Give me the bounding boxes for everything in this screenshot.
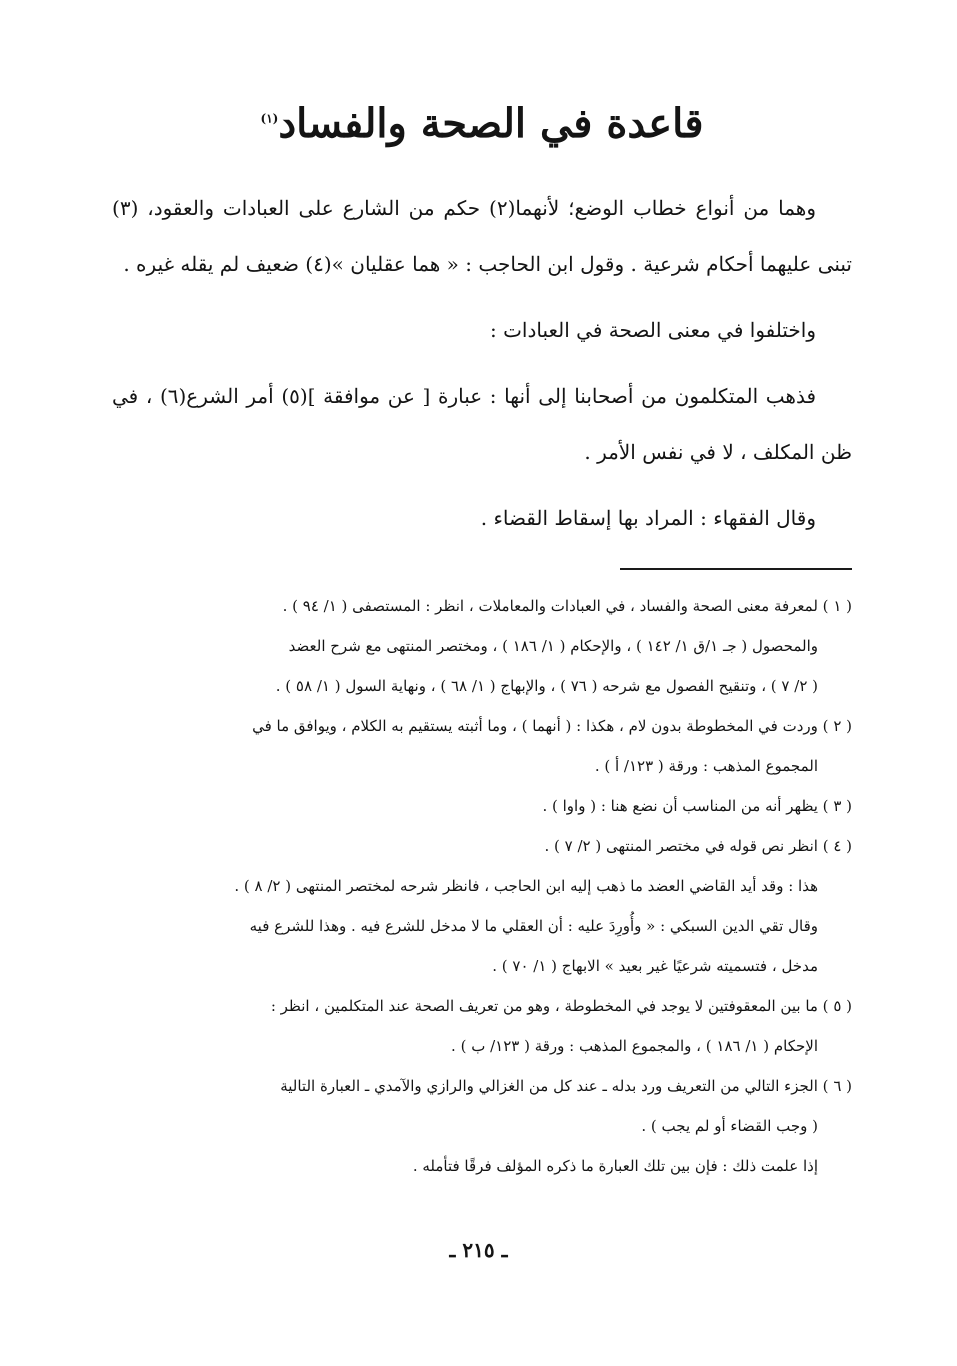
body-paragraph-3: فذهب المتكلمون من أصحابنا إلى أنها : عبارة [ عن موافقة ](٥) أمر الشرع(٦) ، في ظن المكلف ، لا في نفس الأمر . — [112, 384, 852, 464]
footnote-1-cont: ( ٢/ ٧ ) ، وتنقيح الفصول مع شرحه ( ٧٦ ) ، والإبهاج ( ١/ ٦٨ ) ، ونهاية السول ( ١/ ٥٨ ) . — [275, 677, 818, 695]
footnote-6: ( ٦ ) الجزء التالي من التعريف ورد بدله ـ عند كل من الغزالي والرازي والآمدي ـ العبارة التالية — [280, 1077, 852, 1095]
footnote-4: ( ٤ ) انظر نص قوله في مختصر المنتهى ( ٢/ ٧ ) . — [544, 837, 852, 855]
footnote-6-cont: ( وجب القضاء أو لم يجب ) . — [641, 1117, 818, 1135]
footnote-4-cont: وقال تقي الدين السبكي : « وأُورِدَ عليه : أن العقلي ما لا مدخل للشرع فيه . وهذا للشرع فيه — [249, 917, 818, 935]
body-paragraph-2: واختلفوا في معنى الصحة في العبادات : — [490, 318, 816, 342]
footnote-1: ( ١ ) لمعرفة معنى الصحة والفساد ، في العبادات والمعاملات ، انظر : المستصفى ( ١/ ٩٤ ) . — [282, 597, 852, 615]
body-paragraph-4: وقال الفقهاء : المراد بها إسقاط القضاء . — [480, 506, 816, 530]
title-footnote-marker: (١) — [260, 111, 279, 126]
footnote-separator — [620, 568, 852, 570]
footnote-2-cont: المجموع المذهب : ورقة ( ١٢٣/ أ ) . — [594, 757, 818, 775]
page-number: ـ ٢١٥ ـ — [449, 1238, 508, 1262]
footnote-4-cont: مدخل ، فتسميته شرعيًا غير بعيد » الابهاج ( ١/ ٧٠ ) . — [492, 957, 818, 975]
footnote-3: ( ٣ ) يظهر أنه من المناسب أن نضع هنا : ( واوا ) . — [542, 797, 852, 815]
footnote-5-cont: الإحكام ( ١/ ١٨٦ ) ، والمجموع المذهب : ورقة ( ١٢٣/ ب ) . — [451, 1037, 818, 1055]
footnote-1-cont: والمحصول ( جـ ١/ق ١/ ١٤٢ ) ، والإحكام ( ١/ ١٨٦ ) ، ومختصر المنتهى مع شرح العضد — [288, 637, 818, 655]
footnote-5: ( ٥ ) ما بين المعقوفتين لا يوجد في المخطوطة ، وهو من تعريف الصحة عند المتكلمين ، انظر : — [270, 997, 852, 1015]
title-text: قاعدة في الصحة والفساد — [278, 100, 704, 147]
footnote-4-cont: هذا : وقد أيد القاضي العضد ما ذهب إليه ابن الحاجب ، فانظر شرحه لمختصر المنتهى ( ٢/ ٨ ) . — [234, 877, 818, 895]
page-title — [112, 96, 852, 152]
body-paragraph-1: وهما من أنواع خطاب الوضع؛ لأنهما(٢) حكم من الشارع على العبادات والعقود، (٣) تبنى عليهما أحكام شرعية . وقول ابن الحاجب : « هما عقليان »(٤) ضعيف لم يقله غيره . — [112, 196, 852, 276]
footnote-2: ( ٢ ) وردت في المخطوطة بدون لام ، هكذا : ( أنهما ) ، وما أثبته يستقيم به الكلام ، ويوافق ما في — [252, 717, 852, 735]
footnote-6-cont: إذا علمت ذلك : فإن بين تلك العبارة ما ذكره المؤلف فرقًا فتأمله . — [412, 1157, 818, 1175]
document-page — [112, 84, 852, 1284]
